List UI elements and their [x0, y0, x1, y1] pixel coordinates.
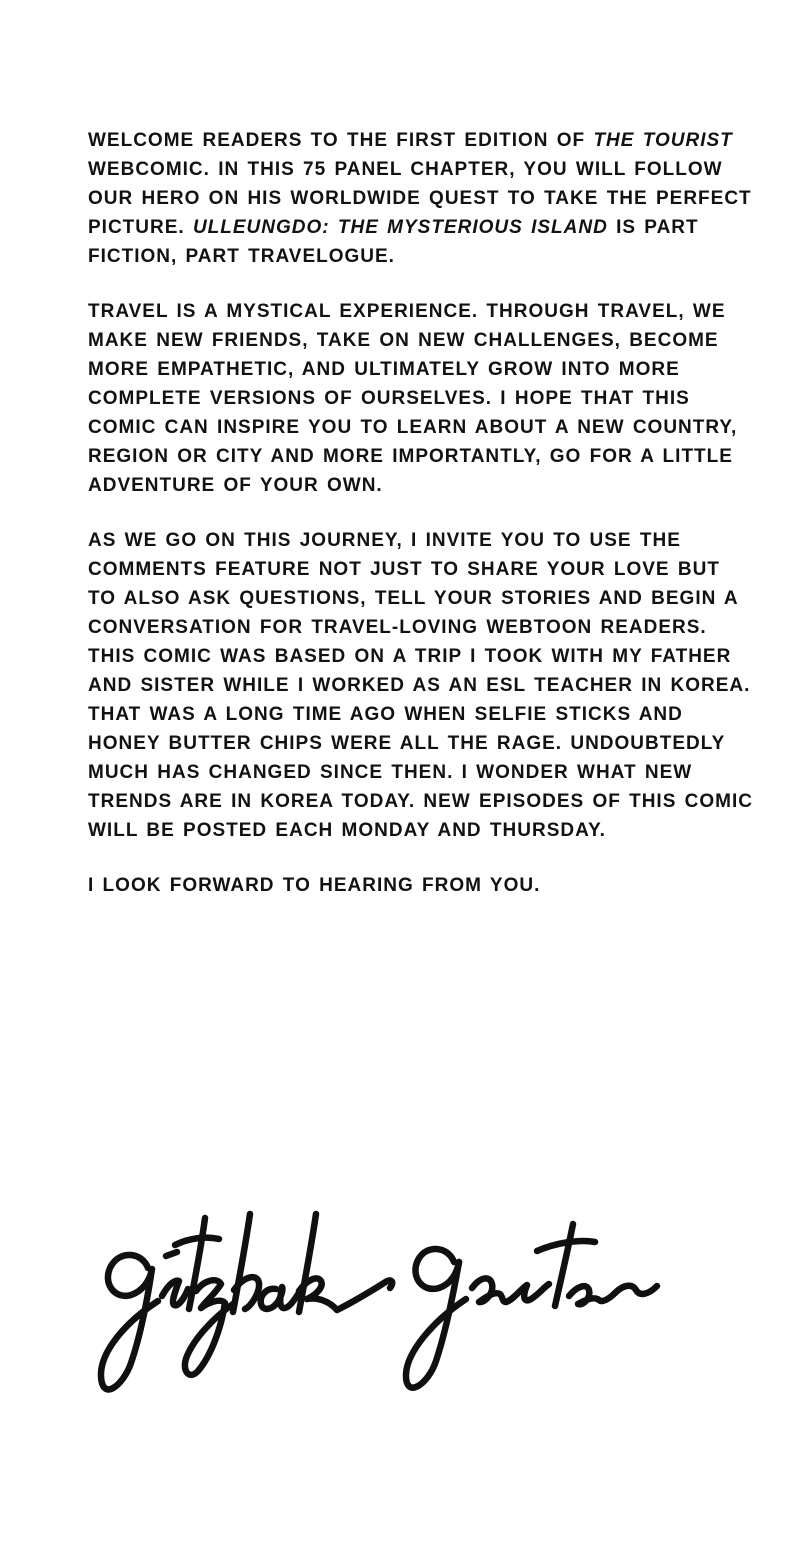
author-note-closing-line: I LOOK FORWARD TO HEARING FROM YOU. [88, 875, 541, 896]
paragraph-1-text: WEBCOMIC. IN THIS 75 PANEL CHAPTER, YOU WILL FOLLOW OUR HERO ON HIS WORLDWIDE QUEST TO TAKE THE PERFECT PICTURE. [88, 159, 752, 238]
author-note-paragraph-3: AS WE GO ON THIS JOURNEY, I INVITE YOU TO USE THE COMMENTS FEATURE NOT JUST TO SHARE YOUR LOVE BUT TO ALSO ASK QUESTIONS, TELL YOUR STORIES AND BEGIN A CONVERSATION FOR TRAVEL-LOVING WEBTOON READERS. THIS COMIC WAS BASED ON A TRIP I TOOK WITH MY FATHER AND SISTER WHILE I WORKED AS AN ESL TEACHER IN KOREA. THAT WAS A LONG TIME AGO WHEN SELFIE STICKS AND HONEY BUTTER CHIPS WERE ALL THE RAGE. UNDOUBTEDLY MUCH HAS CHANGED SINCE THEN. I WONDER WHAT NEW TRENDS ARE IN KOREA TODAY. NEW EPISODES OF THIS COMIC WILL BE POSTED EACH MONDAY AND THURSDAY. [88, 530, 753, 841]
author-signature [92, 1185, 692, 1435]
author-note [88, 126, 756, 900]
paragraph-1-text: WELCOME READERS TO THE FIRST EDITION OF [88, 130, 594, 151]
paragraph-1-text: IS PART FICTION, PART TRAVELOGUE. [88, 217, 699, 267]
author-note-paragraph-1 [88, 126, 756, 271]
chapter-title: ULLEUNGDO: THE MYSTERIOUS ISLAND [192, 217, 608, 238]
author-note-paragraph-2: TRAVEL IS A MYSTICAL EXPERIENCE. THROUGH TRAVEL, WE MAKE NEW FRIENDS, TAKE ON NEW CHALLENGES, BECOME MORE EMPATHETIC, AND ULTIMATELY GROW INTO MORE COMPLETE VERSIONS OF OURSELVES. I HOPE THAT THIS COMIC CAN INSPIRE YOU TO LEARN ABOUT A NEW COUNTRY, REGION OR CITY AND MORE IMPORTANTLY, GO FOR A LITTLE ADVENTURE OF YOUR OWN. [88, 301, 738, 496]
comic-title: THE TOURIST [593, 130, 733, 151]
author-signature-drawing [92, 1185, 692, 1435]
